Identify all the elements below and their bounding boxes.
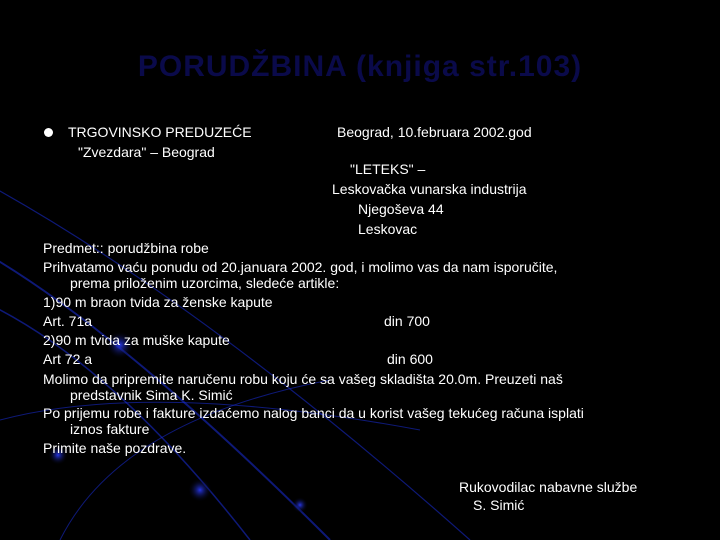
signature-name: S. Simić xyxy=(473,497,525,513)
recipient-company: Leskovačka vunarska industrija xyxy=(332,181,527,197)
item2-article: Art 72 a xyxy=(43,351,93,367)
item2-description: 2)90 m tvida za muške kapute xyxy=(43,332,230,348)
item1-article: Art. 71a xyxy=(43,313,93,329)
place-date: Beograd, 10.februara 2002.god xyxy=(337,124,532,140)
prepare-line-2: predstavnik Sima K. Simić xyxy=(70,387,233,403)
bullet-dot-icon xyxy=(44,128,53,137)
sender-name: "Zvezdara" – Beograd xyxy=(78,144,215,160)
recipient-city: Leskovac xyxy=(358,221,418,237)
subject-line: Predmet:: porudžbina robe xyxy=(43,240,209,256)
payment-line-1: Po prijemu robe i fakture izdaćemo nalog banci da u korist vašeg tekućeg računa isplati xyxy=(43,405,584,421)
closing-line: Primite naše pozdrave. xyxy=(43,440,187,456)
payment-line-2: iznos fakture xyxy=(70,421,150,437)
signature-role: Rukovodilac nabavne službe xyxy=(459,479,638,495)
item1-description: 1)90 m braon tvida za ženske kapute xyxy=(43,294,273,310)
intro-line-1: Prihvatamo vaću ponudu od 20.januara 2002. god, i molimo vas da nam isporučite, xyxy=(43,259,558,275)
item1-price: din 700 xyxy=(384,313,430,329)
recipient-name: "LETEKS" – xyxy=(350,161,426,177)
slide-title: PORUDŽBINA (knjiga str.103) xyxy=(137,50,583,83)
intro-line-2: prema priloženim uzorcima, sledeće artikle: xyxy=(70,275,340,291)
item2-price: din 600 xyxy=(387,351,433,367)
sender-company: TRGOVINSKO PREDUZEĆE xyxy=(68,124,252,140)
recipient-street: Njegoševa 44 xyxy=(358,201,444,217)
prepare-line-1: Molimo da pripremite naručenu robu koju će sa vašeg skladišta 20.0m. Preuzeti naš xyxy=(43,371,563,387)
